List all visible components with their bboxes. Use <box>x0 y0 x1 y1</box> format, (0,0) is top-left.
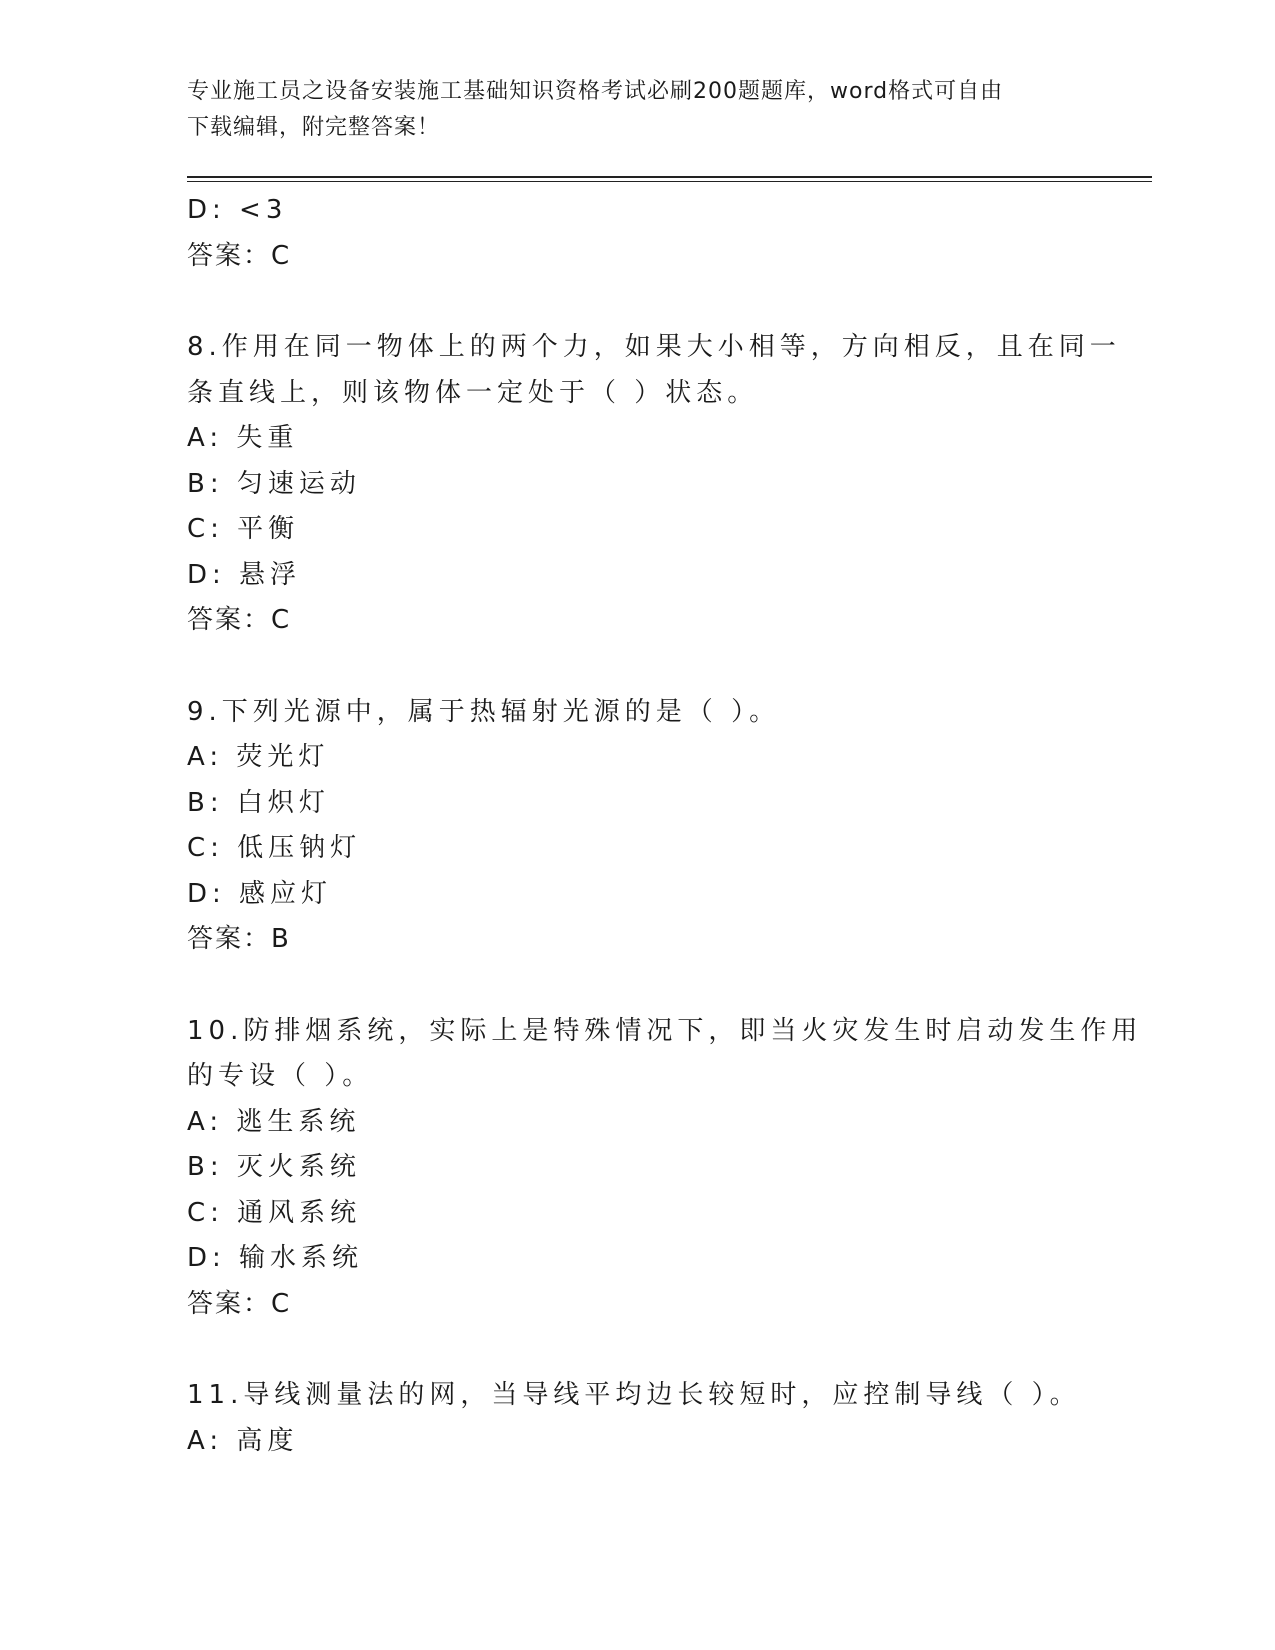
question-11-stem: 11.导线测量法的网，当导线平均边长较短时，应控制导线（ ）。 <box>187 1380 1081 1410</box>
question-8-option-a: A: 失重 <box>187 423 299 453</box>
question-8-answer: 答案：C <box>187 605 292 635</box>
header-title-line-1: 专业施工员之设备安装施工基础知识资格考试必刷200题题库，word格式可自由 <box>187 79 1004 104</box>
question-8-option-d: D: 悬浮 <box>187 559 302 590</box>
header-divider <box>187 176 1152 178</box>
question-10-stem-line-2: 的专设（ ）。 <box>187 1061 374 1091</box>
question-10-option-c: C: 通风系统 <box>187 1197 362 1228</box>
question-10-answer: 答案：C <box>187 1288 292 1319</box>
question-content <box>187 188 1143 1464</box>
spacer <box>187 644 1087 690</box>
spacer <box>187 963 1087 1009</box>
page-header <box>187 74 1067 146</box>
spacer <box>187 279 1087 325</box>
question-10-option-b: B: 灭火系统 <box>187 1152 361 1182</box>
question-10-stem-line-1: 10.防排烟系统，实际上是特殊情况下，即当火灾发生时启动发生作用 <box>187 1015 1143 1046</box>
question-9-stem: 9.下列光源中，属于热辐射光源的是（ ）。 <box>187 696 781 727</box>
question-8-option-c: C: 平衡 <box>187 514 300 544</box>
answer-line: 答案：C <box>187 240 292 271</box>
header-divider-thin <box>187 181 1152 182</box>
question-9-option-a: A: 荧光灯 <box>187 742 330 772</box>
question-9-option-c: C: 低压钠灯 <box>187 833 362 863</box>
question-8-option-b: B: 匀速运动 <box>187 468 361 499</box>
question-9-option-d: D: 感应灯 <box>187 878 333 909</box>
question-8-stem-line-1: 8.作用在同一物体上的两个力，如果大小相等，方向相反，且在同一 <box>187 332 1121 362</box>
question-9-option-b: B: 白炽灯 <box>187 787 330 818</box>
question-8-stem-line-2: 条直线上，则该物体一定处于（ ）状态。 <box>187 377 759 408</box>
question-9-answer: 答案：B <box>187 924 291 954</box>
question-10-option-d: D: 输水系统 <box>187 1243 364 1273</box>
question-11-option-a: A: 高度 <box>187 1425 299 1456</box>
header-title-line-2: 下载编辑，附完整答案！ <box>187 115 441 140</box>
question-10-option-a: A: 逃生系统 <box>187 1106 361 1137</box>
spacer <box>187 1327 1087 1373</box>
option-d: D: <3 <box>187 195 288 225</box>
